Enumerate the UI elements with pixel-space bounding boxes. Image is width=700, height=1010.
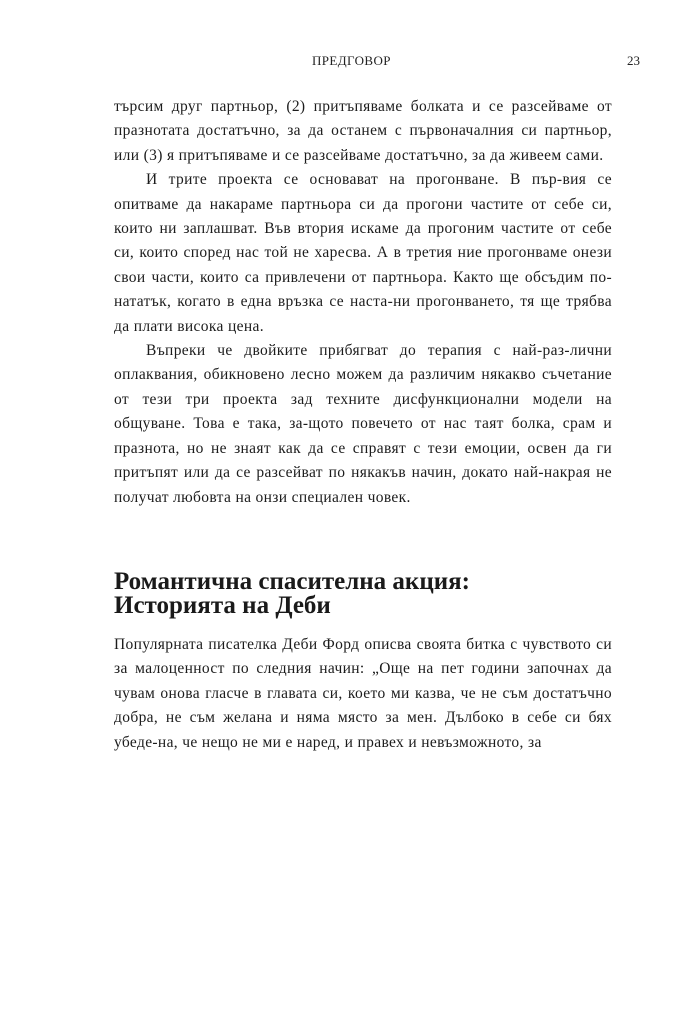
section-heading-line-2: Историята на Деби [114,592,331,619]
paragraph-couples-therapy: Въпреки че двойките прибягват до терапия с най-раз-лични оплаквания, обикновено лесно можем да различим някакво съчетание от тези три проекта зад техните дисфункционални модели на общуване. Това е така, за-щото повечето от нас таят болка, срам и празнота, но не знаят как да се справят с тези емоции, освен да ги притъпят или да се разсейват по някакъв начин, докато най-накрая не получат любовта на онзи специален човек. [114,342,612,506]
page-number: 23 [627,53,640,68]
paragraph-debbie-ford: Популярната писателка Деби Форд описва своята битка с чувството си за малоценност по следния начин: „Още на пет години започнах да чувам онова гласче в главата си, което ми казва, че не съм достатъчно добра, не съм желана и няма място за мен. Дълбоко в себе си бях убеде-на, че нещо не ми е наред, и правех и невъзможното, за [114,636,612,751]
running-title: ПРЕДГОВОР [312,53,391,68]
body-text [114,95,612,510]
paragraph-three-projects: И трите проекта се основават на прогонване. В пър-вия се опитваме да накараме партньора си да прогони частите от себе си, които ни заплашват. Във втория искаме да прогоним частите от себе си, които според нас той не харесва. А в третия ние прогонваме онези свои части, които са привлечени от партньора. Както ще обсъдим по-нататък, когато в една връзка се наста-ни прогонването, тя ще трябва да плати висока цена. [114,171,612,335]
section-body-text [114,633,612,755]
section-heading-line-1: Романтична спасителна акция: [114,568,470,595]
paragraph-continuation: търсим друг партньор, (2) притъпяваме болката и се разсейваме от празнотата достатъчно, за да останем с първоначалния си партньор, или (3) я притъпяваме и се разсейваме достатъчно, за да живеем сами. [114,98,612,164]
running-header [0,53,700,73]
section-heading [114,570,614,618]
